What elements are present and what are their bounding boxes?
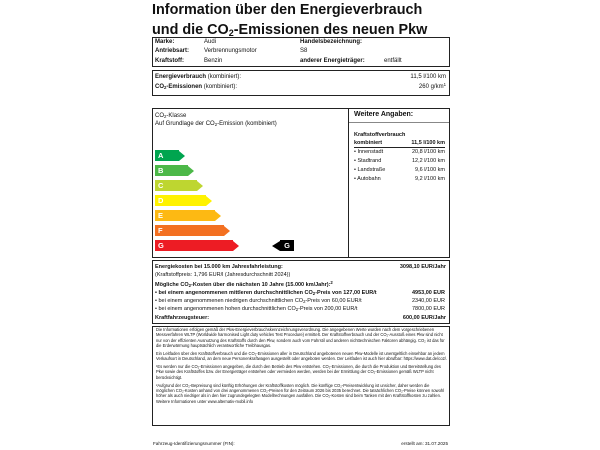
energy-cost-label: Energiekosten bei 15.000 km Jahresfahrleistung: [155, 264, 283, 270]
co2-class-bar-e [155, 210, 221, 221]
energy-consumption-value: 11,5 l/100 km [410, 74, 446, 80]
co2-class-basis: Auf Grundlage der $CO_2$-Emission (kombiniert) [155, 121, 277, 127]
title-line-1: Information über den Energieverbrauch [152, 2, 423, 18]
further-item-1-value: 12,2 l/100 km [411, 158, 445, 164]
further-item-3-value: 9,2 l/100 km [415, 176, 445, 182]
further-item-0-label: • Innenstadt [354, 149, 384, 155]
fineprint-p2: Ein Leitfaden über den Kraftstoffverbrauch und die CO₂-Emissionen aller in Deutschland angebotenen neuen Pkw-Modelle ist unentgeltlich einsehbar an jedem Verkaufsort in Deutschland, an dem neue Personenkraftwagen ausgestellt oder angeboten werden. Der Leitfaden ist auch hier abrufbar: https://www.dat.de/co2/. [156, 350, 448, 362]
co2-class-bar-d [155, 195, 212, 206]
co2-cost-row-0-label: • bei einem angenommenen mittleren durchschnittlichen $CO_2$-Preis von 127,00 EUR/t [155, 290, 377, 296]
fineprint [156, 327, 448, 406]
vin-label: Fahrzeug-Identifizierungsnummer (FIN): [153, 441, 235, 446]
combined-value: 11,5 l/100 km [411, 140, 445, 146]
further-item-2-value: 9,6 l/100 km [415, 167, 445, 173]
co2-class-bar-g [155, 240, 239, 251]
co2-cost-row-0-value: 4953,00 EUR [411, 290, 445, 296]
current-class-letter: G [280, 240, 294, 251]
fuel-label: Kraftstoff: [155, 58, 184, 64]
drive-label: Antriebsart: [155, 48, 190, 54]
co2-class-bar-f [155, 225, 230, 236]
energy-consumption-label: Energieverbrauch (kombiniert): [155, 74, 242, 80]
co2-class-letter-e: E [155, 210, 215, 221]
page-title [152, 0, 452, 40]
trade-name-label: Handelsbezeichnung: [300, 39, 363, 45]
co2-class-letter-d: D [155, 195, 206, 206]
co2-cost-row-2-value: 7800,00 EUR [411, 306, 445, 312]
co2-class-bar-a [155, 150, 185, 161]
vehicle-tax-label: Kraftfahrzeugsteuer: [155, 315, 210, 321]
combined-label: kombiniert [354, 140, 383, 146]
co2-class-bar-c [155, 180, 203, 191]
fineprint-p1: Die Informationen erfolgen gemäß der Pkw-Energieverbrauchskennzeichnungsverordnung. Die angegebenen Werte wurden nach dem vorgeschriebenen Messverfahren WLTP (Worldwide harmonised Light duty vehicles Test Procedure) ermittelt. Der Kraftstoffverbrauch und der CO₂-Ausstoß eines Pkw sind nicht nur von der effizienten Ausnutzung des Kraftstoffs durch den Pkw, sondern auch vom Fahrstil und anderen nichttechnischen Faktoren abhängig. CO₂ ist das für die Erderwärmung hauptsächlich verantwortliche Treibhausgas. [156, 327, 445, 349]
co2-costs-heading: Mögliche $CO_2$-Kosten über die nächsten 10 Jahre (15.000 km/Jahr):$^2$ [155, 280, 333, 288]
co2-emissions-label: $CO_2$-Emissionen (kombiniert): [155, 84, 238, 90]
further-info-separator [349, 122, 449, 123]
energy-cost-value: 3098,10 EUR/Jahr [399, 264, 446, 270]
trade-name-value: S8 [300, 48, 308, 54]
fineprint-p3: ¹Es werden nur die CO₂-Emissionen angegeben, die durch den Betrieb des Pkw entstehen. CO₂-Emissionen, die durch die Produktion und Bereitstellung des Pkw sowie des Kraftstoffes bzw. der Energieträger entstehen oder vermieden werden, werden bei der Ermittlung der CO₂-Emissionen gemäß WLTP nicht berücksichtigt. [156, 364, 441, 380]
co2-class-bar-b [155, 165, 194, 176]
other-energy-value: entfällt [384, 58, 402, 64]
co2-class-letter-f: F [155, 225, 224, 236]
fuel-price-note: (Kraftstoffpreis: 1,796 EUR/l (Jahresdurchschnitt 2024)) [155, 272, 291, 278]
further-item-1-label: • Stadtrand [354, 158, 382, 164]
further-info-heading: Weitere Angaben: [354, 111, 414, 118]
title-line-2: und die $CO_2$-Emissionen des neuen Pkw [152, 22, 428, 38]
created-date: erstellt am: 31.07.2025 [401, 441, 448, 446]
fuel-value: Benzin [204, 58, 223, 64]
further-item-0-value: 20,8 l/100 km [411, 149, 445, 155]
co2-cost-row-2-label: • bei einem angenommenen hohen durchschnittlichen $CO_2$-Preis von 200,00 EUR/t [155, 306, 358, 312]
further-item-3-label: • Autobahn [354, 176, 381, 182]
other-energy-label: anderer Energieträger: [300, 58, 365, 64]
further-item-2-label: • Landstraße [354, 167, 386, 173]
co2-class-letter-g: G [155, 240, 233, 251]
fineprint-p4: ²Aufgrund der CO₂-Bepreisung sind künftig Erhöhungen der Kraftstoffkosten möglich. Die künftige CO₂-Preisentwicklung ist unsicher, daher werden die möglichen CO₂-Kosten anhand von drei angenommenen CO₂-Preisen für den Zeitraum 2026 bis 2035 berechnet. Die tatsächlichen CO₂-Preise können sowohl höher als auch niedriger als in den hier zugrundegelegten Modellrechnungen ausfallen. Die CO₂-Kosten sind beim Tanken mit den Kraftstoffkosten zu zahlen. Weitere Informationen unter www.alternativ-mobil.info [156, 382, 445, 404]
co2-class-divider [348, 108, 349, 258]
make-value: Audi [204, 39, 217, 45]
co2-class-letter-b: B [155, 165, 188, 176]
co2-class-heading: $CO_2$-Klasse [155, 113, 187, 119]
current-class-marker [272, 240, 294, 251]
co2-class-letter-a: A [155, 150, 179, 161]
co2-cost-row-1-label: • bei einem angenommenen niedrigen durchschnittlichen $CO_2$-Preis von 60,00 EUR/t [155, 298, 362, 304]
make-label: Marke: [155, 39, 175, 45]
vehicle-tax-value: 600,00 EUR/Jahr [402, 315, 446, 321]
co2-emissions-value: 260 $g/km^1$ [418, 82, 446, 90]
fuel-consumption-label: Kraftstoffverbrauch [354, 132, 406, 138]
co2-cost-row-1-value: 2340,00 EUR [411, 298, 445, 304]
co2-class-letter-c: C [155, 180, 197, 191]
drive-value: Verbrennungsmotor [204, 48, 257, 54]
